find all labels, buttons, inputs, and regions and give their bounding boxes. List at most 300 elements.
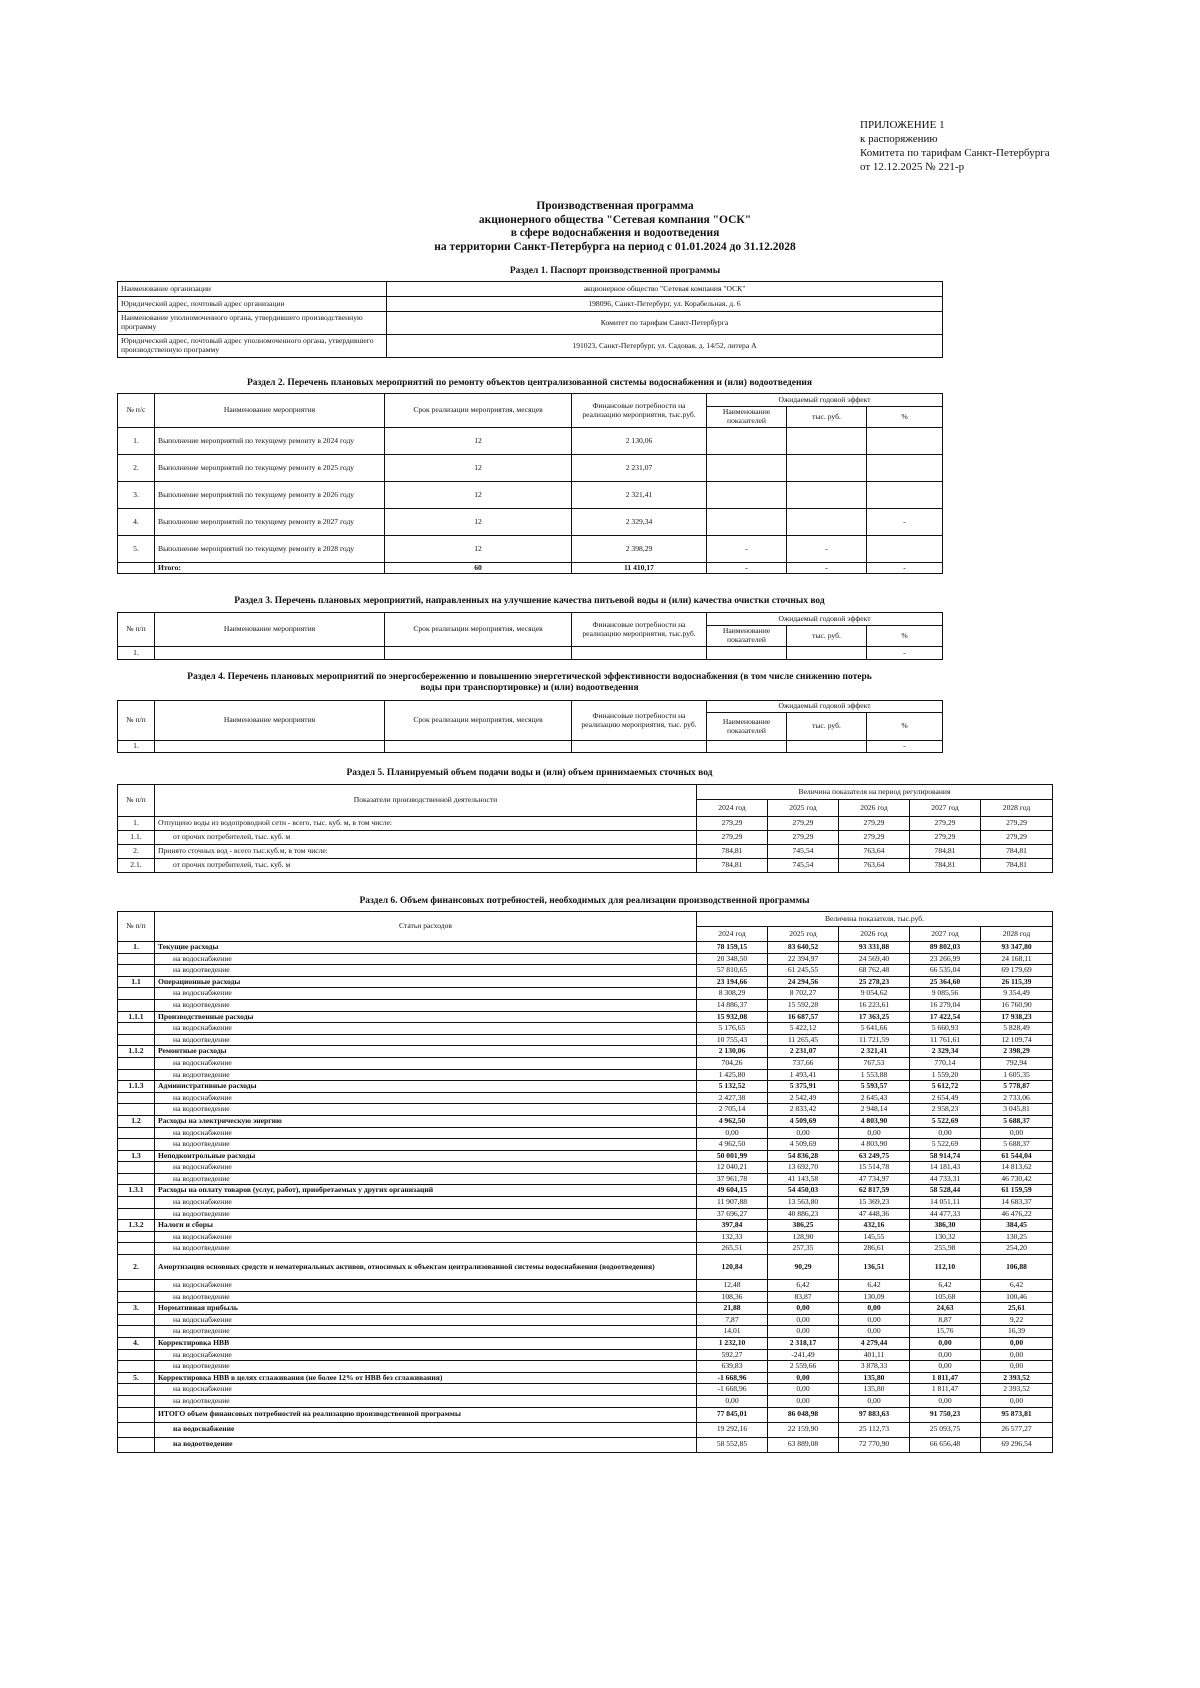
header-indicator: Показатели производственной деятельности <box>155 785 697 817</box>
row-indicator <box>707 455 787 482</box>
total-sub-value: 19 292,16 <box>697 1422 768 1437</box>
row-value: 41 143,58 <box>768 1173 839 1185</box>
row-value: 61 544,04 <box>981 1150 1053 1162</box>
sub-row <box>118 1349 1053 1361</box>
row-value: 784,81 <box>981 859 1053 873</box>
row-value: 0,00 <box>768 1314 839 1326</box>
category-row <box>118 1255 1053 1280</box>
row-value: 0,00 <box>981 1127 1053 1139</box>
table-header-row <box>118 785 1053 800</box>
sub-row <box>118 1361 1053 1373</box>
row-value: 106,88 <box>981 1255 1053 1280</box>
row-num: 1. <box>118 817 155 831</box>
row-label: Текущие расходы <box>155 942 697 954</box>
row-label: Ремонтные расходы <box>155 1046 697 1058</box>
row-value: 14 813,62 <box>981 1162 1053 1174</box>
row-label: на водоснабжение <box>155 1314 697 1326</box>
row-value: 11 721,59 <box>839 1034 910 1046</box>
row-label: Корректировка НВВ <box>155 1338 697 1350</box>
row-finance: 2 231,07 <box>572 455 707 482</box>
header-year: 2028 год <box>981 927 1053 942</box>
sub-row <box>118 1139 1053 1151</box>
row-value: 14 683,37 <box>981 1197 1053 1209</box>
section3-title: Раздел 3. Перечень плановых мероприятий, направленных на улучшение качества питьевой воды и (или) качества очистки сточных вод <box>234 596 825 606</box>
row-value: 737,66 <box>768 1057 839 1069</box>
sub-row <box>118 1243 1053 1255</box>
sub-row <box>118 1092 1053 1104</box>
row-value: 9 085,56 <box>910 988 981 1000</box>
row-value: 16 687,57 <box>768 1011 839 1023</box>
appendix-title: ПРИЛОЖЕНИЕ 1 <box>860 119 945 131</box>
row-label: на водоотведение <box>155 1104 697 1116</box>
row-value: 0,00 <box>768 1326 839 1338</box>
row-value: 24,63 <box>910 1303 981 1315</box>
header-year: 2028 год <box>981 800 1053 817</box>
row-value: 279,29 <box>981 817 1053 831</box>
row-rub: - <box>787 536 867 563</box>
row-num <box>118 1231 155 1243</box>
total-sub-value: 69 296,54 <box>981 1437 1053 1452</box>
category-row <box>118 1115 1053 1127</box>
table-row <box>118 455 943 482</box>
row-value: 0,00 <box>910 1361 981 1373</box>
row-value: 2 705,14 <box>697 1104 768 1116</box>
row-num <box>118 965 155 977</box>
sub-row <box>118 953 1053 965</box>
row-label: Налоги и сборы <box>155 1220 697 1232</box>
row-num <box>118 1326 155 1338</box>
section4-title <box>117 672 942 694</box>
row-value: 23 266,99 <box>910 953 981 965</box>
row-label: на водоснабжение <box>155 1231 697 1243</box>
sub-row <box>118 1127 1053 1139</box>
row-term: 12 <box>385 455 572 482</box>
row-value: 46 730,42 <box>981 1173 1053 1185</box>
total-sub-value: 25 112,73 <box>839 1422 910 1437</box>
row-label: Неподконтрольные расходы <box>155 1150 697 1162</box>
row-label: на водоснабжение <box>155 1127 697 1139</box>
row-label: на водоотведение <box>155 1069 697 1081</box>
row-value: 6,42 <box>768 1280 839 1292</box>
total-label: ИТОГО объем финансовых потребностей на реализацию производственной программы <box>155 1407 697 1422</box>
total-indicator: - <box>707 563 787 574</box>
passport-row <box>118 335 943 358</box>
header-term: Срок реализации мероприятия, месяцев <box>385 613 572 647</box>
row-value: 132,33 <box>697 1231 768 1243</box>
row-num: 4. <box>118 509 155 536</box>
row-num: 2. <box>118 1255 155 1280</box>
row-value: 255,98 <box>910 1243 981 1255</box>
row-value: 4 962,50 <box>697 1139 768 1151</box>
row-value: 120,84 <box>697 1255 768 1280</box>
row-value: 384,45 <box>981 1220 1053 1232</box>
row-value: 12,48 <box>697 1280 768 1292</box>
row-value: 763,64 <box>839 859 910 873</box>
header-finance: Финансовые потребности на реализацию мероприятия, тыс.руб. <box>572 613 707 647</box>
row-rub <box>787 482 867 509</box>
row-num <box>118 999 155 1011</box>
header-year: 2026 год <box>839 800 910 817</box>
row-num <box>118 1127 155 1139</box>
header-term: Срок реализации мероприятия, месяцев <box>385 394 572 428</box>
row-value: 6,42 <box>839 1280 910 1292</box>
header-effect: Ожидаемый годовой эффект <box>707 394 943 407</box>
row-value: 4 962,50 <box>697 1115 768 1127</box>
row-value: 745,54 <box>768 859 839 873</box>
row-value: 2 948,14 <box>839 1104 910 1116</box>
row-value: 2 645,43 <box>839 1092 910 1104</box>
row-value: 14 181,43 <box>910 1162 981 1174</box>
sub-row <box>118 1384 1053 1396</box>
header-name: Наименование мероприятия <box>155 613 385 647</box>
header-indicator: Наименование показателей <box>707 407 787 428</box>
row-term: 12 <box>385 428 572 455</box>
row-value: 0,00 <box>768 1395 839 1407</box>
row-finance: 2 130,06 <box>572 428 707 455</box>
table-row <box>118 536 943 563</box>
row-value: 5 375,91 <box>768 1081 839 1093</box>
row-value: 78 159,15 <box>697 942 768 954</box>
row-value: 0,00 <box>839 1326 910 1338</box>
row-value: 130,32 <box>910 1231 981 1243</box>
sub-row <box>118 1069 1053 1081</box>
category-row <box>118 976 1053 988</box>
row-value: 61 159,59 <box>981 1185 1053 1197</box>
row-value: 770,14 <box>910 1057 981 1069</box>
finance-table-body <box>118 942 1053 1408</box>
category-row <box>118 1372 1053 1384</box>
row-label: от прочих потребителей, тыс. куб. м <box>155 859 697 873</box>
header-pct: % <box>867 407 943 428</box>
row-label: на водоотведение <box>155 965 697 977</box>
row-value: 1 605,35 <box>981 1069 1053 1081</box>
row-value: 2 427,38 <box>697 1092 768 1104</box>
row-value: 14,01 <box>697 1326 768 1338</box>
table-row <box>118 428 943 455</box>
row-value: 0,00 <box>981 1338 1053 1350</box>
row-indicator <box>707 509 787 536</box>
row-value: 4 509,69 <box>768 1115 839 1127</box>
row-value: 12 040,21 <box>697 1162 768 1174</box>
row-value: 257,35 <box>768 1243 839 1255</box>
header-effect: Ожидаемый годовой эффект <box>707 613 943 626</box>
row-value: 2 130,06 <box>697 1046 768 1058</box>
row-value: 23 194,66 <box>697 976 768 988</box>
header-num: № п/с <box>118 394 155 428</box>
row-num <box>118 1349 155 1361</box>
section4-title-line2: воды при транспортировке) и (или) водоотведения <box>420 683 639 693</box>
row-pct <box>867 482 943 509</box>
row-value: 4 279,44 <box>839 1338 910 1350</box>
row-num: 1.1.1 <box>118 1011 155 1023</box>
row-value: 11 761,61 <box>910 1034 981 1046</box>
row-value: 2 958,23 <box>910 1104 981 1116</box>
row-num <box>118 1057 155 1069</box>
row-value: 784,81 <box>981 845 1053 859</box>
table-row <box>118 845 1053 859</box>
header-article: Статьи расходов <box>155 912 697 942</box>
row-value: 5 612,72 <box>910 1081 981 1093</box>
row-value: 1 425,80 <box>697 1069 768 1081</box>
row-num <box>118 1208 155 1220</box>
row-value: -1 668,96 <box>697 1372 768 1384</box>
row-indicator <box>707 428 787 455</box>
table-row <box>118 831 1053 845</box>
section1-title: Раздел 1. Паспорт производственной программы <box>509 266 721 276</box>
row-label: Административные расходы <box>155 1081 697 1093</box>
sub-row <box>118 999 1053 1011</box>
category-row <box>118 1150 1053 1162</box>
row-num <box>118 1092 155 1104</box>
appendix-line3: от 12.12.2025 № 221-р <box>860 161 965 173</box>
category-row <box>118 1338 1053 1350</box>
row-value: 397,84 <box>697 1220 768 1232</box>
sub-row <box>118 1314 1053 1326</box>
header-finance: Финансовые потребности на реализацию мероприятия, тыс.руб. <box>572 394 707 428</box>
row-value: 265,51 <box>697 1243 768 1255</box>
passport-label: Юридический адрес, почтовый адрес уполномоченного органа, утвердившего производственную программу <box>118 335 387 358</box>
table-row <box>118 741 943 753</box>
row-num <box>118 1069 155 1081</box>
row-num <box>118 1104 155 1116</box>
row-value: 5 176,65 <box>697 1023 768 1035</box>
row-value: 83,87 <box>768 1291 839 1303</box>
row-value: 37 696,27 <box>697 1208 768 1220</box>
row-name: Выполнение мероприятий по текущему ремонту в 2024 году <box>155 428 385 455</box>
header-effect: Ожидаемый годовой эффект <box>707 701 943 713</box>
row-value: 12 109,74 <box>981 1034 1053 1046</box>
total-value: 95 873,81 <box>981 1407 1053 1422</box>
row-value: 49 604,15 <box>697 1185 768 1197</box>
row-label: на водоотведение <box>155 1034 697 1046</box>
row-value: 0,00 <box>981 1361 1053 1373</box>
row-value: 9,22 <box>981 1314 1053 1326</box>
row-value: 93 347,80 <box>981 942 1053 954</box>
finance-table <box>117 911 1053 1453</box>
row-num <box>118 1291 155 1303</box>
row-value: 62 817,59 <box>839 1185 910 1197</box>
header-name: Наименование мероприятия <box>155 701 385 741</box>
header-year: 2027 год <box>910 927 981 942</box>
header-pct: % <box>867 626 943 647</box>
total-sub-value: 26 577,27 <box>981 1422 1053 1437</box>
row-value: 14 886,37 <box>697 999 768 1011</box>
row-value: 54 450,03 <box>768 1185 839 1197</box>
row-value: 8 702,27 <box>768 988 839 1000</box>
total-value: 77 845,01 <box>697 1407 768 1422</box>
row-value: 1 493,41 <box>768 1069 839 1081</box>
total-sub-value: 58 552,85 <box>697 1437 768 1452</box>
row-value: 14 051,11 <box>910 1197 981 1209</box>
row-value: 25 364,60 <box>910 976 981 988</box>
row-num: 1.1. <box>118 831 155 845</box>
passport-label: Наименование уполномоченного органа, утвердившего производственную программу <box>118 312 387 335</box>
header-finance: Финансовые потребности на реализацию мероприятия, тыс. руб. <box>572 701 707 741</box>
row-value: 2 733,06 <box>981 1092 1053 1104</box>
row-value: 1 232,10 <box>697 1338 768 1350</box>
total-value: 97 883,63 <box>839 1407 910 1422</box>
total-value: 91 750,23 <box>910 1407 981 1422</box>
row-term: 12 <box>385 482 572 509</box>
row-value: 112,10 <box>910 1255 981 1280</box>
row-value: 279,29 <box>768 817 839 831</box>
row-num: 1. <box>118 428 155 455</box>
row-label: на водоотведение <box>155 1243 697 1255</box>
volume-table <box>117 784 1053 873</box>
total-sub-row <box>118 1422 1053 1437</box>
total-rub: - <box>787 563 867 574</box>
row-value: 0,00 <box>697 1395 768 1407</box>
row-value: 279,29 <box>910 831 981 845</box>
row-value: 11 907,88 <box>697 1197 768 1209</box>
row-value: 24 294,56 <box>768 976 839 988</box>
header-rub: тыс. руб. <box>787 626 867 647</box>
row-value: 767,53 <box>839 1057 910 1069</box>
row-value: 5 522,69 <box>910 1115 981 1127</box>
row-value: 386,25 <box>768 1220 839 1232</box>
header-group: Величина показателя, тыс.руб. <box>697 912 1053 927</box>
row-value: 15 369,23 <box>839 1197 910 1209</box>
row-value: 16 760,90 <box>981 999 1053 1011</box>
row-value: 16 279,04 <box>910 999 981 1011</box>
row-num: 1.3.1 <box>118 1185 155 1197</box>
row-value: 784,81 <box>697 845 768 859</box>
repair-table <box>117 393 943 574</box>
header-rub: тыс. руб. <box>787 407 867 428</box>
row-num <box>118 1384 155 1396</box>
total-row <box>118 1407 1053 1422</box>
row-num: 1. <box>118 647 155 660</box>
row-value: 5 641,66 <box>839 1023 910 1035</box>
row-value: 2 329,34 <box>910 1046 981 1058</box>
row-pct <box>867 428 943 455</box>
document-title <box>300 200 930 254</box>
row-label: на водоотведение <box>155 1291 697 1303</box>
row-value: 279,29 <box>910 817 981 831</box>
row-label: на водоснабжение <box>155 1280 697 1292</box>
row-num <box>118 988 155 1000</box>
row-value: 592,27 <box>697 1349 768 1361</box>
row-value: 0,00 <box>768 1303 839 1315</box>
total-sub-value: 72 770,90 <box>839 1437 910 1452</box>
total-pct: - <box>867 563 943 574</box>
title-line2: акционерного общества "Сетевая компания "ОСК" <box>478 213 752 226</box>
title-line4: на территории Санкт-Петербурга на период с 01.01.2024 до 31.12.2028 <box>434 240 796 253</box>
row-value: 130,09 <box>839 1291 910 1303</box>
passport-label: Наименование организации <box>118 282 387 297</box>
sub-row <box>118 1057 1053 1069</box>
row-value: 4 803,90 <box>839 1115 910 1127</box>
row-label: на водоснабжение <box>155 1023 697 1035</box>
passport-label: Юридический адрес, почтовый адрес организации <box>118 297 387 312</box>
row-num: 1.3.2 <box>118 1220 155 1232</box>
row-value: 3 878,33 <box>839 1361 910 1373</box>
header-indicator: Наименование показателей <box>707 713 787 741</box>
row-rub <box>787 509 867 536</box>
row-value: 0,00 <box>910 1349 981 1361</box>
row-value: 24 168,11 <box>981 953 1053 965</box>
row-value: 9 054,62 <box>839 988 910 1000</box>
header-indicator: Наименование показателей <box>707 626 787 647</box>
passport-row <box>118 297 943 312</box>
sub-row <box>118 1162 1053 1174</box>
row-value: 17 363,25 <box>839 1011 910 1023</box>
row-value: 16,39 <box>981 1326 1053 1338</box>
row-label: на водоснабжение <box>155 1057 697 1069</box>
header-num: № п/п <box>118 785 155 817</box>
row-value: 13 692,70 <box>768 1162 839 1174</box>
row-value: 0,00 <box>839 1127 910 1139</box>
total-sub-value: 25 093,75 <box>910 1422 981 1437</box>
row-label: Расходы на оплату товаров (услуг, работ), приобретаемых у других организаций <box>155 1185 697 1197</box>
category-row <box>118 1081 1053 1093</box>
row-value: 432,16 <box>839 1220 910 1232</box>
row-value: 2 559,66 <box>768 1361 839 1373</box>
row-value: 0,00 <box>839 1314 910 1326</box>
row-value: 0,00 <box>697 1127 768 1139</box>
row-pct: - <box>867 741 943 753</box>
row-value: 279,29 <box>839 817 910 831</box>
header-year: 2024 год <box>697 800 768 817</box>
total-term: 60 <box>385 563 572 574</box>
sub-row <box>118 1326 1053 1338</box>
row-value: 286,61 <box>839 1243 910 1255</box>
row-rub <box>787 428 867 455</box>
row-pct: - <box>867 647 943 660</box>
row-value: 69 179,69 <box>981 965 1053 977</box>
row-value: -241,49 <box>768 1349 839 1361</box>
row-value: 15 932,08 <box>697 1011 768 1023</box>
table-row <box>118 509 943 536</box>
row-value: 386,30 <box>910 1220 981 1232</box>
row-label: на водоснабжение <box>155 988 697 1000</box>
row-value: 128,90 <box>768 1231 839 1243</box>
row-value: 20 348,50 <box>697 953 768 965</box>
row-value: 0,00 <box>910 1338 981 1350</box>
row-value: 17 422,54 <box>910 1011 981 1023</box>
passport-row <box>118 282 943 297</box>
row-value: 0,00 <box>981 1395 1053 1407</box>
total-value: 86 048,98 <box>768 1407 839 1422</box>
header-group: Величина показателя на период регулирования <box>697 785 1053 800</box>
row-value: 93 331,88 <box>839 942 910 954</box>
row-value: 704,26 <box>697 1057 768 1069</box>
row-num: 2.1. <box>118 859 155 873</box>
header-term: Срок реализации мероприятия, месяцев <box>385 701 572 741</box>
row-label: на водоотведение <box>155 1139 697 1151</box>
row-value: 58 914,74 <box>910 1150 981 1162</box>
row-value: 135,80 <box>839 1372 910 1384</box>
total-sub-value: 22 159,90 <box>768 1422 839 1437</box>
row-num <box>118 1280 155 1292</box>
row-num: 5. <box>118 1372 155 1384</box>
row-value: 63 249,75 <box>839 1150 910 1162</box>
header-num: № п/п <box>118 912 155 942</box>
total-sub-label: на водоснабжение <box>155 1422 697 1437</box>
row-label: на водоснабжение <box>155 953 697 965</box>
row-value: 25 278,23 <box>839 976 910 988</box>
header-num: № п/п <box>118 613 155 647</box>
row-value: 6,42 <box>910 1280 981 1292</box>
row-value: 2 393,52 <box>981 1372 1053 1384</box>
sub-row <box>118 1023 1053 1035</box>
row-value: 7,87 <box>697 1314 768 1326</box>
finance-total-block <box>118 1407 1053 1452</box>
row-value: 5 778,87 <box>981 1081 1053 1093</box>
passport-value: акционерное общество "Сетевая компания "ОСК" <box>387 282 943 297</box>
row-num: 2. <box>118 845 155 859</box>
category-row <box>118 942 1053 954</box>
